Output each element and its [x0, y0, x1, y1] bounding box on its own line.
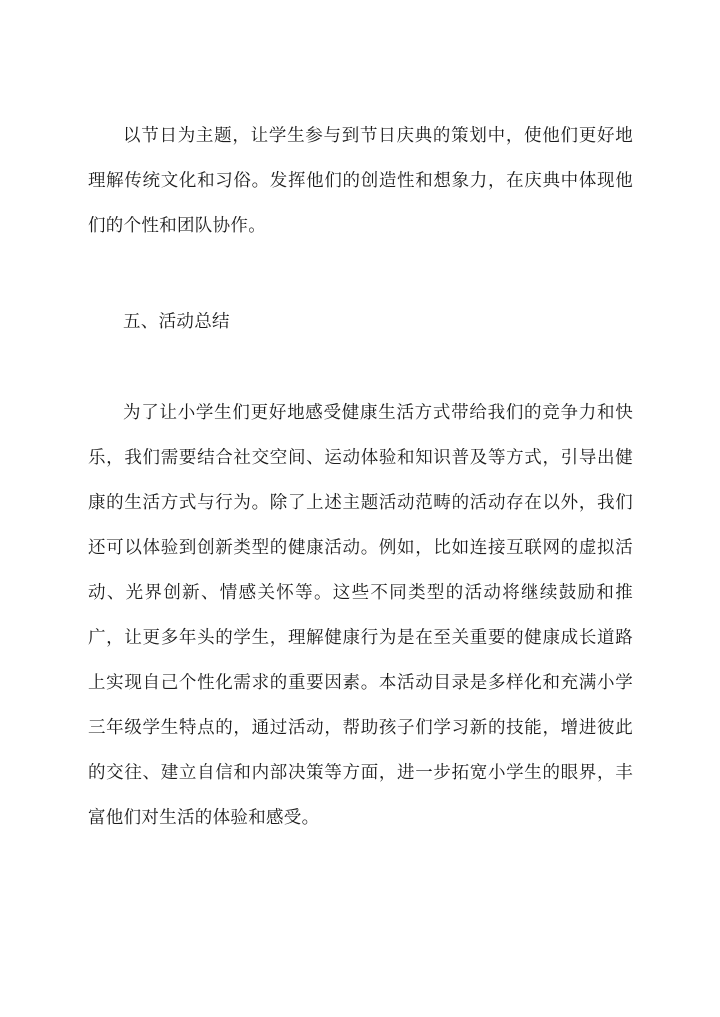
- section-heading: 五、活动总结: [123, 312, 230, 332]
- body-paragraph: 以节日为主题，让学生参与到节日庆典的策划中，使他们更好地理解传统文化和习俗。发挥他们的创造性和想象力，在庆典中体现他们的个性和团队协作。: [88, 126, 633, 236]
- body-paragraph: 为了让小学生们更好地感受健康生活方式带给我们的竞争力和快乐，我们需要结合社交空间、运动体验和知识普及等方式，引导出健康的生活方式与行为。除了上述主题活动范畴的活动存在以外，我们还可以体验到创新类型的健康活动。例如，比如连接互联网的虚拟活动、光界创新、情感关怀等。这些不同类型的活动将继续鼓励和推广，让更多年头的学生，理解健康行为是在至关重要的健康成长道路上实现自己个性化需求的重要因素。本活动目录是多样化和充满小学三年级学生特点的，通过活动，帮助孩子们学习新的技能，增进彼此的交往、建立自信和内部决策等方面，进一步拓宽小学生的眼界，丰富他们对生活的体验和感受。: [88, 403, 633, 828]
